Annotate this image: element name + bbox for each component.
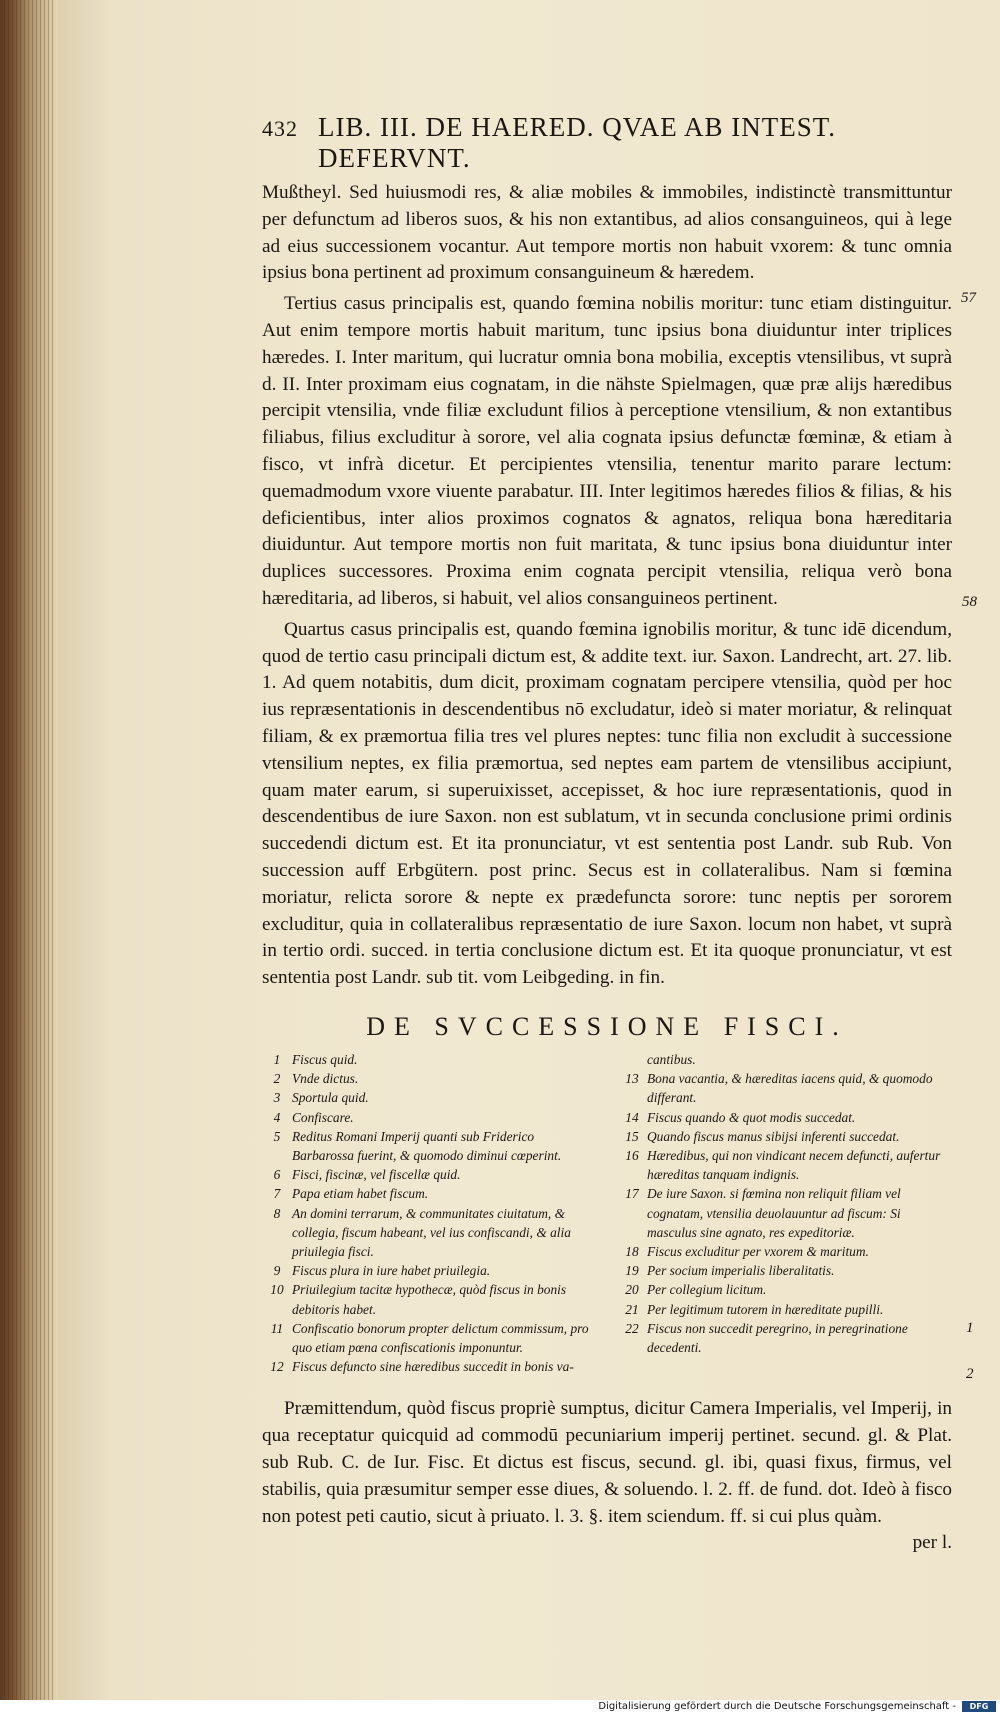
index-text: An domini terrarum, & communitates ciuitatum, & collegia, fiscum habeant, vel ius confiscandi, & alia priuilegia fisci. (292, 1205, 571, 1259)
paragraph: Quartus casus principalis est, quando fœmina ignobilis moritur, & tunc idē dicendum, quod de tertio casu principali dictum est, & addite text. iur. Saxon. Landrecht, art. 27. lib. 1. Ad quem notabitis, dum dicit, proximam cognatam percipere vtensilia, quòd per hoc ius repræsentationis in descendentibus nō excludatur, ideò si mater moriatur, & relinquat filiam, & ex præmortua filia tres vel plures neptes: tunc filia non excludit à successione vtensilium neptes, ex filia præmortua, sed neptes eam partem de vtensilibus accipiunt, quam mater earum, si superuixisset, accepisset, & hoc iure repræsentationis, quod in descendentibus de iure Saxon. non est sublatum, vt in secunda conclusione primi ordinis succedendi dictum est. Et ita pronunciatur, vt est sententia post Landr. sub Rub. Von succession auff Erbgütern. post princ. Secus est in collateralibus. Nam si fœmina moriatur, relicta sorore & nepte ex prædefuncta sorore: tunc neptis per sororem excluditur, quia in collateralibus repræsentatio de iure Saxon. locum non habet, vt suprà in tertio ordi. succed. in tertia conclusione dictum est. Et ita quoque pronunciatur, vt est sententia post Landr. sub tit. vom Leibgeding. in fin. (262, 618, 952, 989)
index-number: 13 (625, 1071, 639, 1087)
index-number: 22 (625, 1320, 639, 1336)
index-item (617, 1127, 952, 1146)
index-item (617, 1280, 952, 1299)
index-item (262, 1204, 597, 1262)
index-item (617, 1300, 952, 1319)
index-text: Quando fiscus manus sibijsi inferenti succedat. (647, 1128, 900, 1144)
index-text: Reditus Romani Imperij quanti sub Friderico Barbarossa fuerint, & quomodo diminui cœperint. (292, 1128, 562, 1163)
index-number: 19 (625, 1263, 639, 1279)
index-item (262, 1069, 597, 1088)
running-head (262, 112, 952, 174)
index-text: Confiscare. (292, 1109, 354, 1125)
index-item (262, 1165, 597, 1184)
index-number: 1 (273, 1051, 281, 1067)
index-number: 10 (270, 1282, 284, 1298)
index-number: 8 (273, 1205, 281, 1221)
index-number: 15 (625, 1128, 639, 1144)
closing-text (262, 1396, 952, 1554)
index-number: 12 (270, 1359, 284, 1375)
index-item (617, 1050, 952, 1069)
index-item (617, 1242, 952, 1261)
index-text: Priuilegium tacitæ hypothecæ, quòd fiscus in bonis debitoris habet. (292, 1282, 567, 1317)
index-item (262, 1280, 597, 1318)
index-number: 2 (273, 1071, 281, 1087)
catchword: per l. (912, 1532, 952, 1554)
index-number: 6 (273, 1167, 281, 1183)
index-number: 9 (273, 1263, 281, 1279)
index-text: Fisci, fiscinæ, vel fiscellæ quid. (292, 1167, 461, 1183)
page-number: 432 (262, 116, 298, 141)
index-item (262, 1050, 597, 1069)
index-number: 18 (625, 1243, 639, 1259)
index-item (617, 1184, 952, 1242)
index-number: 20 (625, 1282, 639, 1298)
index-item (617, 1319, 952, 1357)
page-edges (4, 0, 54, 1700)
index-text: Fiscus quando & quot modis succedat. (647, 1109, 856, 1125)
index-text: De iure Saxon. si fœmina non reliquit filiam vel cognatam, vtensilia deuolauuntur ad fiscum: Si masculus sine agnato, res expeditoriæ. (647, 1186, 901, 1240)
margin-number: 2 (966, 1366, 974, 1382)
summary-index (262, 1050, 952, 1376)
digitization-footer (0, 1700, 1000, 1713)
index-item (262, 1088, 597, 1107)
index-text: Fiscus plura in iure habet priuilegia. (292, 1263, 491, 1279)
paragraph: Præmittendum, quòd fiscus propriè sumptus, dicitur Camera Imperialis, vel Imperij, in qua receptatur quicquid ad commodū pecuniarium imperij pertinet. secund. gl. & Plat. sub Rub. C. de Iur. Fisc. Et dictus est fiscus, secund. gl. ibi, quasi fixus, firmus, vel stabilis, quia præsumitur semper esse diues, & soluendo. l. 2. ff. de fund. dot. Ideò à fisco non potest peti cautio, sicut à priuato. l. 3. §. item sciendum. ff. si cui plus quàm. (262, 1398, 952, 1527)
dfg-logo: DFG (962, 1701, 996, 1712)
index-item (617, 1108, 952, 1127)
footer-credit: Digitalisierung gefördert durch die Deutsche Forschungsgemeinschaft - (598, 1701, 956, 1712)
index-text: Hæredibus, qui non vindicant necem defuncti, aufertur hæreditas tanquam indignis. (647, 1147, 941, 1183)
index-text: Per socium imperialis liberalitatis. (647, 1263, 835, 1279)
margin-number: 1 (966, 1320, 974, 1336)
index-item (617, 1069, 952, 1107)
index-number: 14 (625, 1109, 639, 1125)
index-number: 17 (625, 1186, 639, 1202)
index-item (262, 1261, 597, 1280)
index-number: 7 (273, 1186, 281, 1202)
index-item (617, 1146, 952, 1184)
index-text: Confiscatio bonorum propter delictum commissum, pro quo etiam pœna confiscationis imponuntur. (292, 1320, 589, 1355)
index-item (617, 1261, 952, 1280)
index-column-right (617, 1050, 952, 1376)
index-item (262, 1319, 597, 1357)
index-text: Sportula quid. (292, 1090, 369, 1106)
index-item (262, 1184, 597, 1203)
index-number: 4 (273, 1109, 281, 1125)
index-number: 11 (270, 1320, 284, 1336)
paragraph: Tertius casus principalis est, quando fœmina nobilis moritur: tunc etiam distinguitur. Aut enim tempore mortis habuit maritum, tunc ipsius bona diuiduntur inter triplices hæredes. I. Inter maritum, qui lucratur omnia bona mobilia, exceptis vtensilibus, vt suprà d. II. Inter proximam eius cognatam, in die nähste Spielmagen, quæ præ alijs hæredibus percipit vtensilia, vnde filiæ excludunt filios à perceptione vtensilium, & non extantibus filiabus, filius excluditur à sorore, vel alia cognata ipsius defunctæ fœminæ, & etiam à fisco, vt infrà dicetur. Et percipientes vtensilia, tenentur marito parare lectum: quemadmodum vxore viuente parabatur. III. Inter legitimos hæredes filios & filias, & his deficientibus, inter alios proximos cognatos & agnatos, reliqua bona hæreditaria diuiduntur. Aut tempore mortis non fuit maritata, & tunc ipsius bona diuiduntur inter duplices successores. Proxima enim cognata percipit vtensilia, reliqua verò bona hæreditaria, ad liberos, si habuit, vel alios consanguineos pertinent. (262, 293, 952, 609)
index-number: 16 (625, 1147, 639, 1163)
index-number: 3 (273, 1090, 281, 1106)
index-text: Per legitimum tutorem in hæreditate pupilli. (647, 1301, 884, 1317)
margin-number: 58 (962, 594, 977, 610)
index-text: Fiscus excluditur per vxorem & maritum. (647, 1243, 869, 1259)
index-item (262, 1357, 597, 1376)
index-item (262, 1127, 597, 1165)
index-number: 5 (273, 1128, 281, 1144)
index-number: 21 (625, 1301, 639, 1317)
index-text: Papa etiam habet fiscum. (292, 1186, 429, 1202)
body-text (262, 180, 952, 992)
index-text: Fiscus quid. (292, 1051, 358, 1067)
section-heading: DE SVCCESSIONE FISCI. (366, 1011, 848, 1041)
running-title: LIB. III. DE HAERED. QVAE AB INTEST. DEFERVNT. (318, 112, 836, 173)
margin-number: 57 (961, 290, 976, 306)
index-text: Vnde dictus. (292, 1071, 359, 1087)
index-text: cantibus. (647, 1051, 696, 1067)
index-item (262, 1108, 597, 1127)
index-text: Bona vacantia, & hæreditas iacens quid, & quomodo differant. (647, 1071, 933, 1106)
index-text: Fiscus defuncto sine hæredibus succedit in bonis va- (292, 1359, 574, 1375)
index-text: Fiscus non succedit peregrino, in peregrinatione decedenti. (647, 1320, 908, 1355)
index-column-left (262, 1050, 597, 1376)
paragraph: Mußtheyl. Sed huiusmodi res, & aliæ mobiles & immobiles, indistinctè transmittuntur per defunctum ad liberos suos, & his non extantibus, ad alios consanguineos, qui à lege ad eius successionem vocantur. Aut tempore mortis non habuit vxorem: & tunc omnia ipsius bona pertinent ad proximum consanguineum & hæredem. (262, 182, 952, 284)
index-text: Per collegium licitum. (647, 1282, 767, 1298)
text-block (262, 112, 952, 1554)
index-number (617, 1050, 647, 1069)
